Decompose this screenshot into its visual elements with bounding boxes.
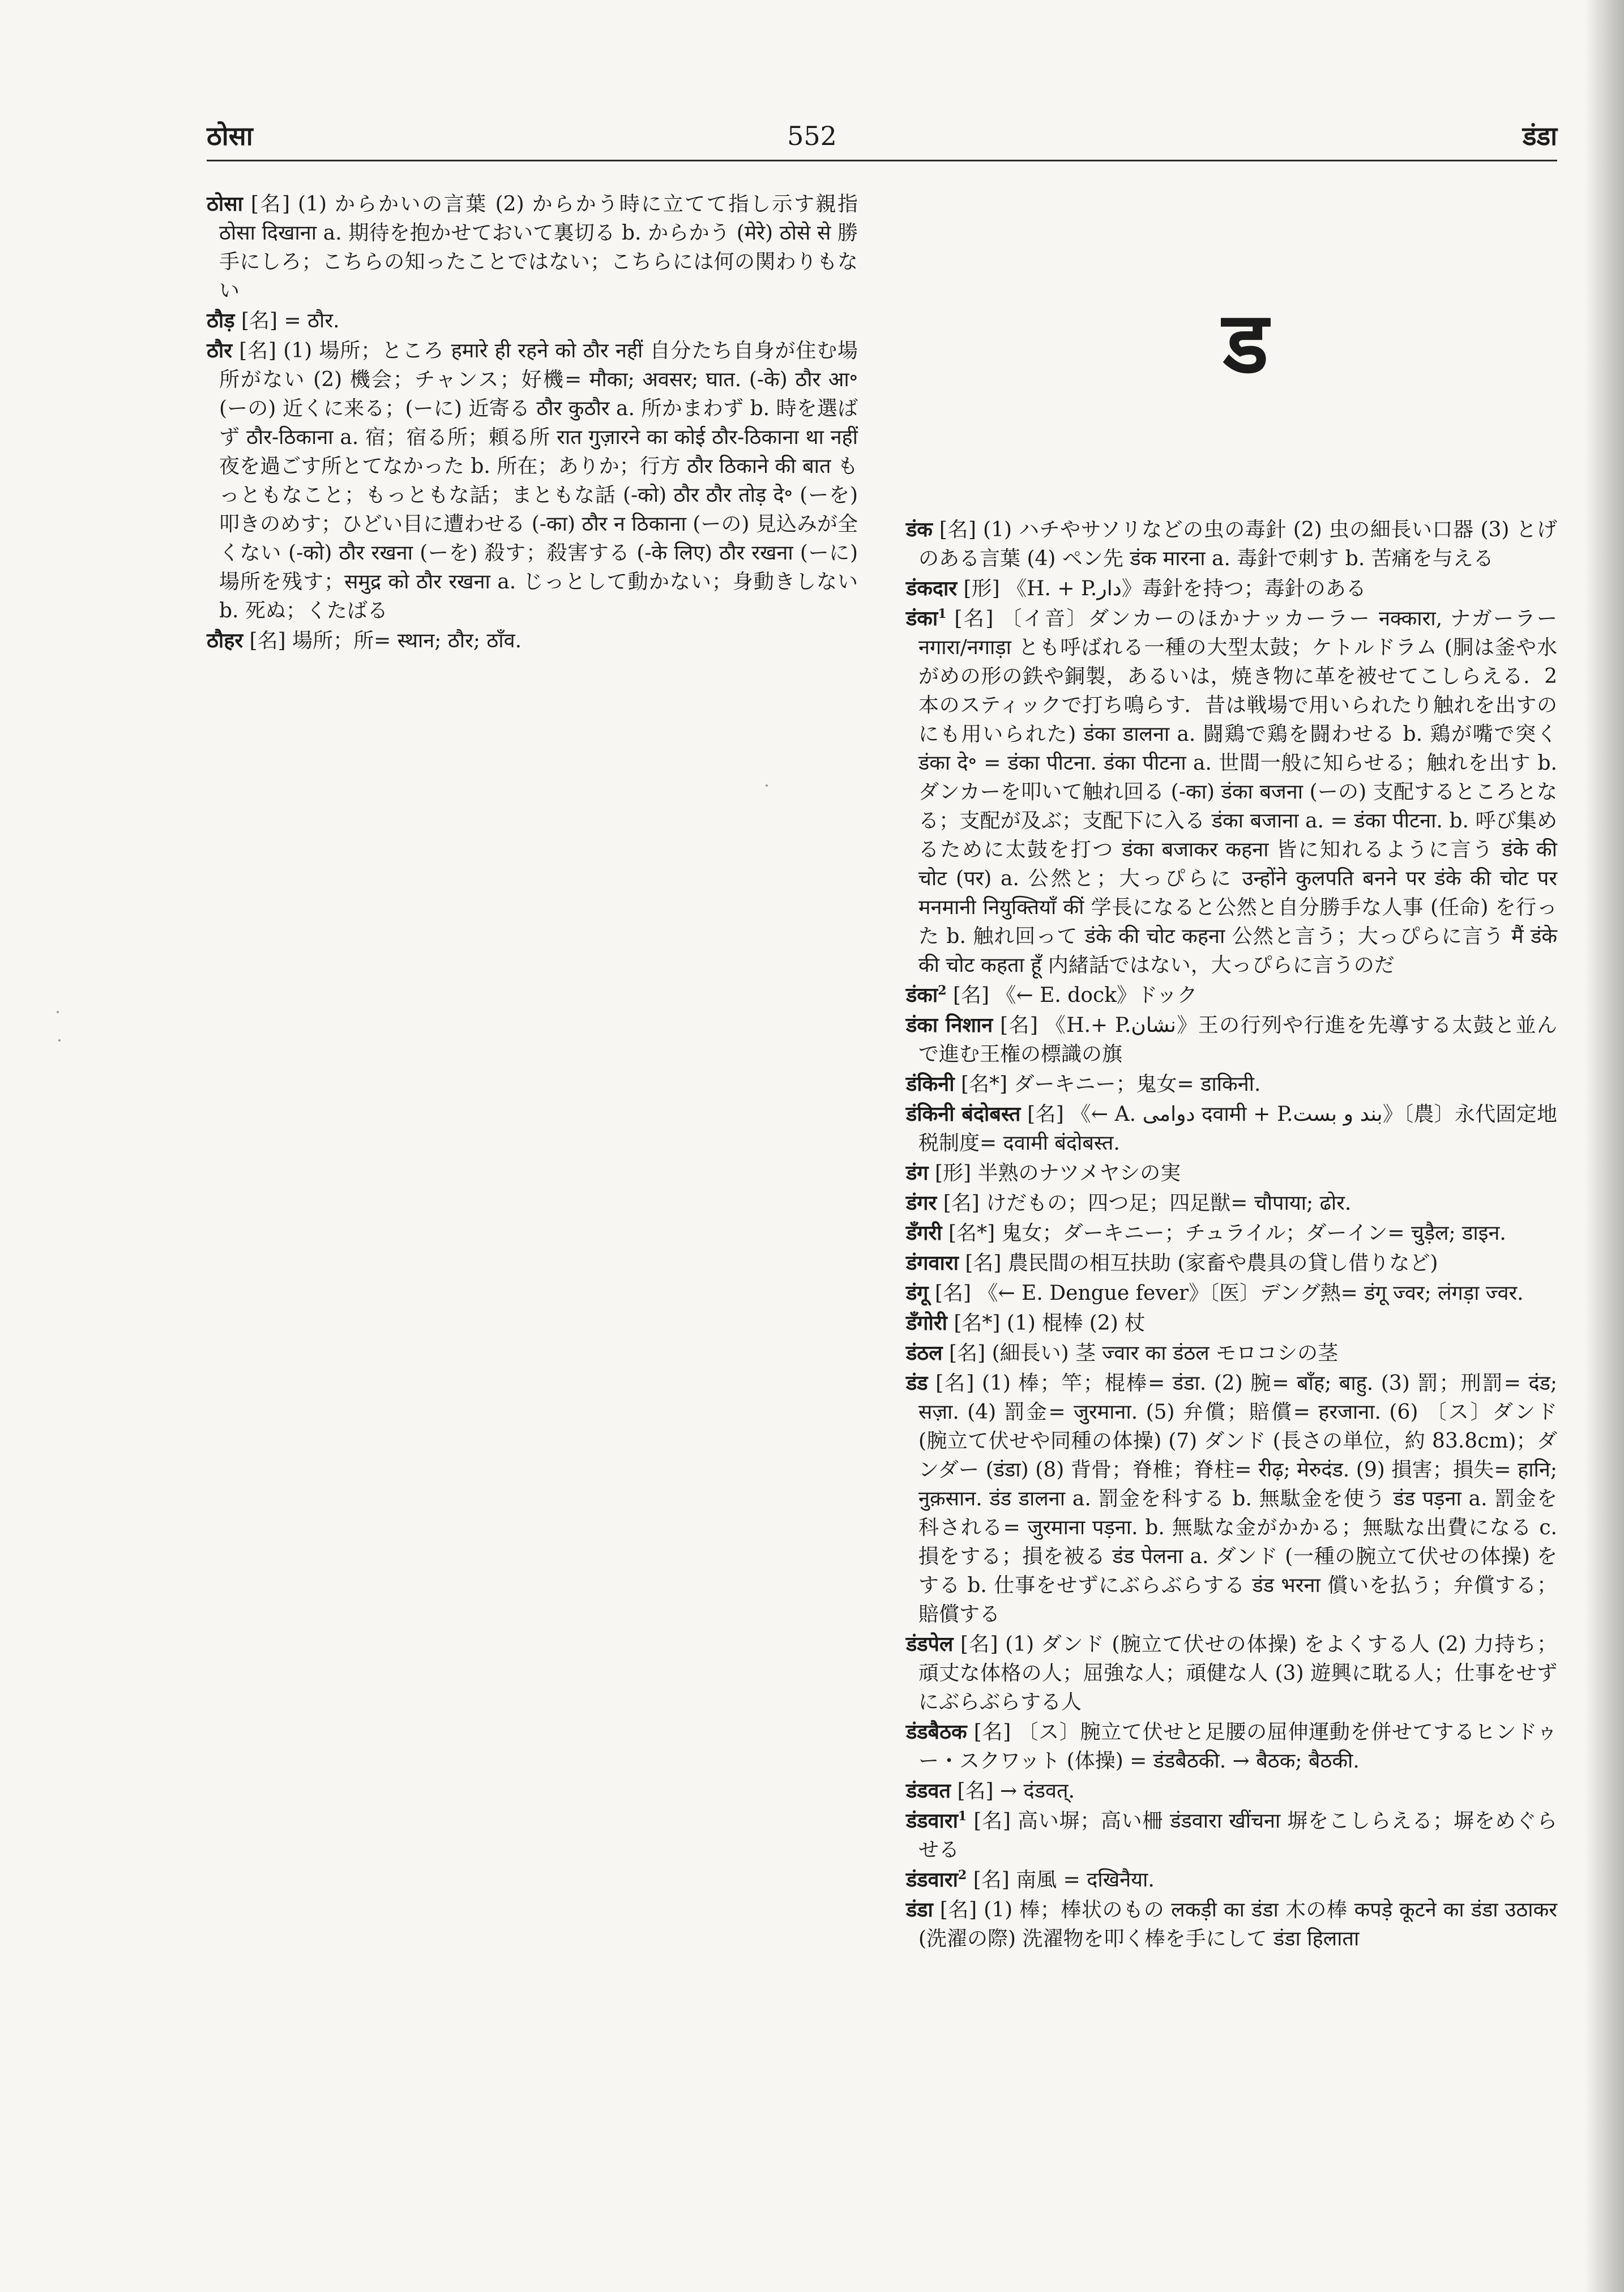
entry-definition: [名] 《← E. Dengue fever》〔医〕デング熱= डंगू ज्वर; लंगड़ा ज्वर.: [934, 1282, 1524, 1305]
entry-definition: [名*] ダーキニー；鬼女= डाकिनी.: [961, 1073, 1261, 1096]
entry-definition: [名*] 鬼女；ダーキニー；チュライル；ダーイン= चुड़ैल; डाइन.: [948, 1222, 1506, 1245]
header-rule: [207, 160, 1557, 161]
right-column: [906, 515, 1557, 1954]
entry-definition: [名] 場所；所= स्थान; ठौर; ठाँव.: [249, 629, 522, 652]
entry-definition: [名] 《← A. دوامی दवामी + P.بند و بست》〔農〕永代固定地税制度= दवामी बंदोबस्त.: [918, 1103, 1557, 1155]
entry-headword: डंका निशान: [906, 1013, 993, 1037]
entry-definition: [名] 高い塀；高い柵 डंडवारा खींचना 塀をこしらえる；塀をめぐらせる: [918, 1809, 1557, 1862]
entry-definition: [名] = ठौर.: [241, 309, 340, 332]
entry-headword: डंडवारा: [906, 1868, 958, 1892]
running-head-right: डंडा: [1522, 121, 1557, 151]
entry-definition: [名] 農民間の相互扶助 (家畜や農具の貸し借りなど): [965, 1252, 1438, 1275]
entry-headword: डंड: [906, 1371, 928, 1395]
dictionary-entry: [906, 981, 1557, 1010]
entry-headword: डँगोरी: [906, 1311, 947, 1335]
entry-headword: डंडवत: [906, 1779, 951, 1803]
entry-definition: [名] → दंडवत्.: [957, 1779, 1075, 1803]
entry-headword: डंगवारा: [906, 1251, 959, 1275]
entry-definition: [名*] (1) 棍棒 (2) 杖: [954, 1312, 1146, 1335]
scan-speck: [58, 1039, 61, 1042]
dictionary-entry: [906, 1219, 1557, 1248]
dictionary-entry: [906, 1070, 1557, 1099]
entry-definition: [名] (1) 棒；竿；棍棒= डंडा. (2) 腕= बाँह; बाहु. (3) 罰；刑罰= दंड; सज़ा. (4) 罰金= जुरमाना. (5) 弁償；賠償= हरजाना. (6) 〔ス〕ダンド (腕立て伏せや同種の体操) (7) ダンド (長さの単位，約 83.8cm)；ダンダー (डंडा) (8) 背骨；脊椎；脊柱= रीढ़; मेरुदंड. (9) 損害；損失= हानि; नुक़सान. डंड डालना a. 罰金を科する b. 無駄金を使う डंड पड़ना a. 罰金を科される= जुरमाना पड़ना. b. 無駄な金がかかる；無駄な出費になる c. 損をする；損を被る डंड पेलना a. ダンド (一種の腕立て伏せの体操) をする b. 仕事をせずにぶらぶらする डंड भरना 償いを払う；弁償する；賠償する: [918, 1372, 1557, 1626]
entry-headword: ठोसा: [207, 192, 243, 216]
entry-headword: डंगू: [906, 1281, 929, 1305]
entry-headword: ठौड़: [207, 309, 235, 332]
homograph-number: 2: [938, 983, 947, 998]
entry-definition: [名] 《H.+ P.نشان》王の行列や行進を先導する太鼓と並んで進む王権の標識の旗: [918, 1014, 1557, 1066]
dictionary-entry: [207, 626, 858, 655]
dictionary-entry: [906, 574, 1557, 603]
dictionary-entry: [906, 1896, 1557, 1953]
page-number: 552: [787, 121, 837, 151]
entry-definition: [名] 〔ス〕腕立て伏せと足腰の屈伸運動を併せてするヒンドゥー・スクワット (体操) = डंडबैठकी. → बैठक; बैठकी.: [918, 1721, 1557, 1773]
scan-speck: [57, 1011, 59, 1013]
dictionary-entry: [906, 1777, 1557, 1806]
entry-definition: [名] (1) からかいの言葉 (2) からかう時に立てて指し示す親指 ठोसा दिखाना a. 期待を抱かせておいて裏切る b. からかう (मेरे) ठोसे से 勝手にしろ；こちらの知ったことではない；こちらには何の関わりもない: [219, 193, 858, 302]
entry-definition: [名] けだもの；四つ足；四足獣= चौपाया; ढोर.: [943, 1192, 1352, 1215]
entry-headword: डंगर: [906, 1191, 937, 1215]
entry-headword: डंका: [906, 983, 938, 1007]
entry-definition: [名] 《← E. dock》ドック: [953, 984, 1198, 1007]
entry-definition: [形] 半熟のナツメヤシの実: [934, 1162, 1181, 1185]
entry-headword: डंठल: [906, 1341, 943, 1365]
scan-speck: [766, 784, 768, 787]
dictionary-entry: [906, 1309, 1557, 1338]
entry-headword: डंडा: [906, 1898, 933, 1922]
dictionary-entry: [207, 336, 858, 625]
entry-headword: डंक: [906, 518, 933, 541]
dictionary-entry: [906, 1189, 1557, 1218]
entry-headword: डंग: [906, 1161, 929, 1185]
entry-definition: [名] (1) ハチやサソリなどの虫の毒針 (2) 虫の細長い口器 (3) とげのある言葉 (4) ペン先 डंक मारना a. 毒針で刺す b. 苦痛を与える: [918, 518, 1557, 570]
page-edge-shadow: [1584, 0, 1624, 2292]
entry-headword: ठौर: [207, 339, 232, 362]
dictionary-entry: [906, 1159, 1557, 1188]
dictionary-entry: [906, 1279, 1557, 1308]
dictionary-entry: [906, 515, 1557, 573]
homograph-number: 1: [938, 607, 947, 621]
entry-definition: [名] (1) ダンド (腕立て伏せの体操) をよくする人 (2) 力持ち；頑丈な体格の人；屈強な人；頑健な人 (3) 遊興に耽る人；仕事をせずにぶらぶらする人: [918, 1633, 1557, 1714]
running-head-left: ठोसा: [207, 121, 253, 151]
dictionary-entry: [906, 1100, 1557, 1158]
dictionary-entry: [906, 1339, 1557, 1368]
entry-definition: [名] (1) 棒；棒状のもの लकड़ी का डंडा 木の棒 कपड़े कूटने का डंडा उठाकर (洗濯の際) 洗濯物を叩く棒を手にして डंडा हिलाता: [918, 1898, 1557, 1950]
dictionary-entry: [906, 1866, 1557, 1894]
homograph-number: 1: [958, 1809, 967, 1824]
dictionary-entry: [906, 604, 1557, 980]
dictionary-entry: [906, 1807, 1557, 1864]
dictionary-entry: [207, 306, 858, 335]
entry-definition: [形] 《H. + P.دار》毒針を持つ；毒針のある: [963, 577, 1366, 600]
entry-headword: डंकिनी बंदोबस्त: [906, 1102, 1021, 1126]
dictionary-entry: [906, 1011, 1557, 1069]
entry-headword: डंकदार: [906, 577, 958, 600]
dictionary-entry: [906, 1369, 1557, 1629]
entry-headword: डंडबैठक: [906, 1720, 967, 1744]
dictionary-entry: [906, 1249, 1557, 1278]
dictionary-entry: [906, 1630, 1557, 1717]
dictionary-entry: [207, 190, 858, 305]
entry-definition: [名] (1) 場所；ところ हमारे ही रहने को ठौर नहीं 自分たち自身が住む場所がない (2) 機会；チャンス；好機= मौका; अवसर; घात. (-के) ठौर आ॰ (ーの) 近くに来る；(ーに) 近寄る ठौर कुठौर a. 所かまわず b. 時を選ばず ठौर-ठिकाना a. 宿；宿る所；頼る所 रात गुज़ारने का कोई ठौर-ठिकाना था नहीं 夜を過ごす所とてなかった b. 所在；ありか；行方 ठौर ठिकाने की बात もっともなこと；もっともな話；まともな話 (-को) ठौर ठौर तोड़ दे॰ (ーを) 叩きのめす；ひどい目に遭わせる (-का) ठौर न ठिकाना (ーの) 見込みが全くない (-को) ठौर रखना (ーを) 殺す；殺害する (-के लिए) ठौर रखना (ーに) 場所を残す；समुद्र को ठौर रखना a. じっとして動かない；身動きしない b. 死ぬ；くたばる: [219, 339, 858, 622]
entry-headword: डंका: [906, 607, 938, 630]
entry-headword: डंडपेल: [906, 1632, 954, 1656]
left-column: [207, 190, 858, 656]
entry-headword: ठौहर: [207, 629, 243, 652]
homograph-number: 2: [958, 1868, 967, 1883]
entry-definition: [名] 南風 = दखिनैया.: [973, 1868, 1155, 1892]
entry-headword: डंडवारा: [906, 1809, 958, 1833]
section-letter: ड: [1223, 293, 1269, 392]
dictionary-entry: [906, 1718, 1557, 1775]
entry-headword: डंकिनी: [906, 1072, 955, 1096]
entry-definition: [名] 〔イ音〕ダンカーのほかナッカーラー नक्कारा, ナガーラー नगारा/नगाड़ा とも呼ばれる一種の大型太鼓；ケトルドラム (胴は釜や水がめの形の鉄や銅製，あるいは，焼き物に革を被せてこしらえる．2本のスティックで打ち鳴らす．昔は戦場で用いられたり触れを出すのにも用いられた) डंका डालना a. 闘鶏で鶏を闘わせる b. 鶏が嘴で突く डंका दे॰ = डंका पीटना. डंका पीटना a. 世間一般に知らせる；触れを出す b. ダンカーを叩いて触れ回る (-का) डंका बजना (ーの) 支配するところとなる；支配が及ぶ；支配下に入る डंका बजाना a. = डंका पीटना. b. 呼び集めるために太鼓を打つ डंका बजाकर कहना 皆に知れるように言う डंके की चोट (पर) a. 公然と；大っぴらに उन्होंने कुलपति बनने पर डंके की चोट पर मनमानी नियुक्तियाँ कीं 学長になると公然と自分勝手な人事 (任命) を行った b. 触れ回って डंके की चोट कहना 公然と言う；大っぴらに言う मैं डंके की चोट कहता हूँ 内緒話ではない，大っぴらに言うのだ: [918, 607, 1557, 977]
entry-headword: डँगरी: [906, 1221, 942, 1245]
entry-definition: [名] (細長い) 茎 ज्वार का डंठल モロコシの茎: [949, 1342, 1339, 1365]
